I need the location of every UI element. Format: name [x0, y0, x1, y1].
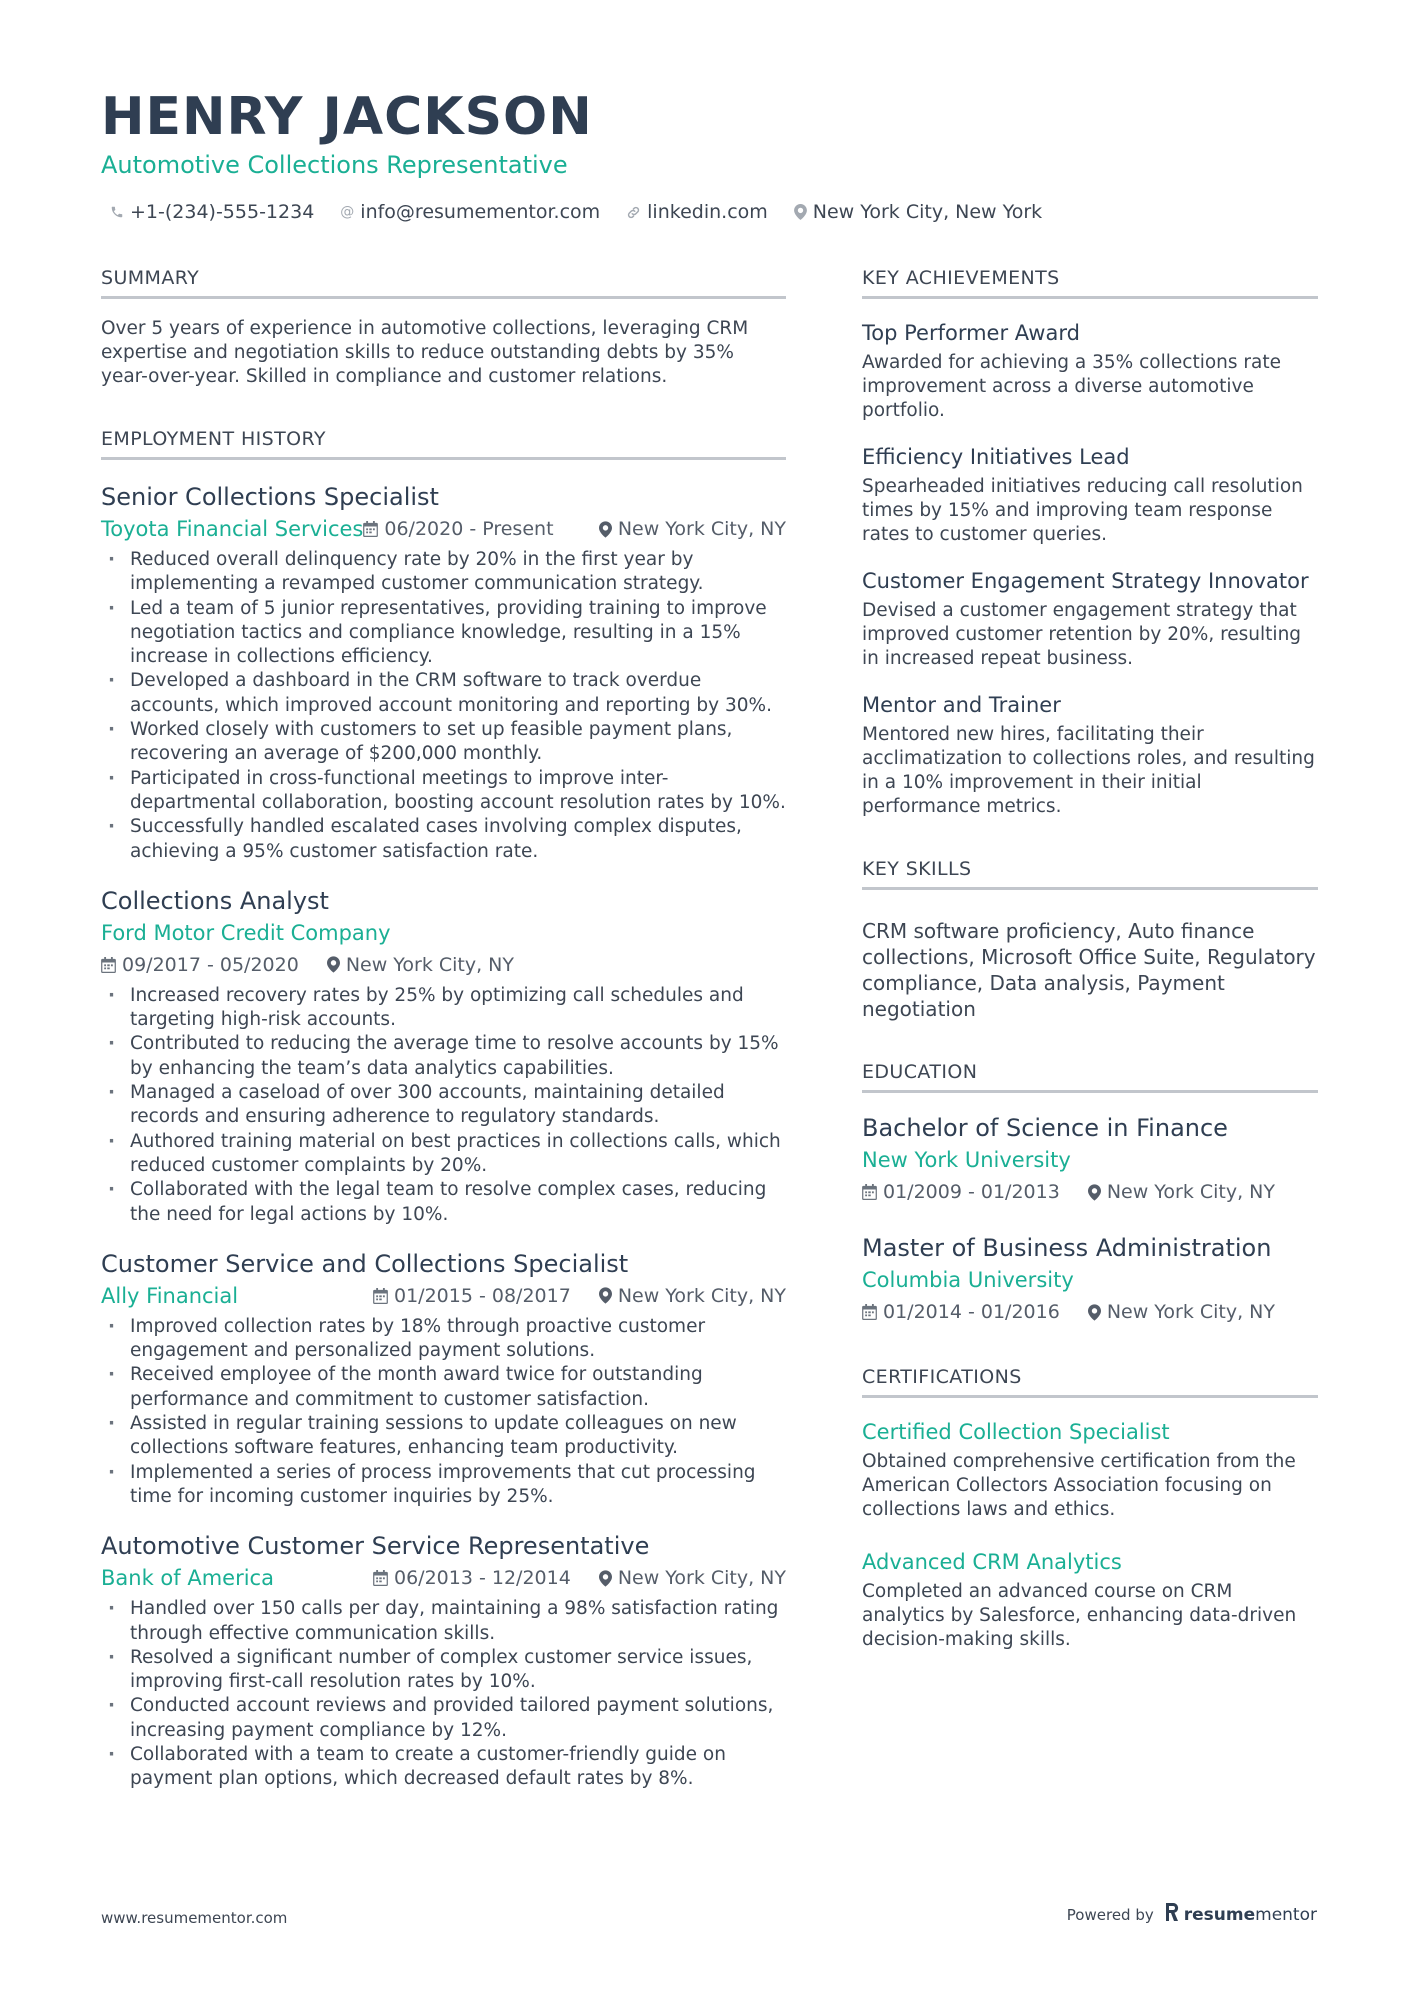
achievement-item [862, 567, 1318, 671]
contact-linkedin [626, 201, 768, 223]
education-location-text: New York City, NY [1106, 1181, 1275, 1203]
job-location [327, 950, 514, 980]
achievement-title: Top Performer Award [862, 321, 1080, 345]
resumementor-logo-icon [1164, 1903, 1180, 1926]
job-bullet: · Implemented a series of process improvements that cut processing time for incoming customer inquiries by 25%. [101, 1461, 786, 1510]
job-bullet: · Participated in cross-functional meetings to improve inter-departmental collaboration, boosting account resolution rates by 10%. [101, 767, 786, 816]
job-bullet: · Assisted in regular training sessions to update colleagues on new collections software features, enhancing team productivity. [101, 1412, 786, 1461]
achievement-title: Mentor and Trainer [862, 693, 1061, 717]
education-location [1088, 1297, 1275, 1327]
footer-powered [1067, 1903, 1317, 1926]
job-bullet: · Increased recovery rates by 25% by optimizing call schedules and targeting high-risk accounts. [101, 984, 786, 1033]
job-title: Automotive Customer Service Representative [101, 1532, 650, 1561]
job-entry [101, 1531, 786, 1791]
education-dates-text: 01/2009 - 01/2013 [883, 1181, 1060, 1203]
powered-by-label: Powered by [1066, 1905, 1154, 1924]
calendar-icon [363, 521, 378, 537]
job-location [599, 1281, 786, 1311]
education-school: Columbia University [862, 1268, 1074, 1292]
achievements-heading: KEY ACHIEVEMENTS [862, 266, 1318, 299]
education-location-text: New York City, NY [1106, 1301, 1275, 1323]
calendar-icon [101, 957, 116, 973]
education-section [862, 1060, 1318, 1327]
job-bullets [101, 1597, 786, 1791]
job-bullet: · Resolved a significant number of complex customer service issues, improving first-call resolution rates by 10%. [101, 1646, 786, 1695]
achievement-item [862, 443, 1318, 547]
link-icon [626, 205, 641, 220]
calendar-icon [373, 1570, 388, 1586]
job-entry [101, 886, 786, 1227]
job-bullet: · Worked closely with customers to set up feasible payment plans, recovering an average of $200,000 monthly. [101, 718, 786, 767]
phone-icon [110, 205, 124, 219]
job-location-text: New York City, NY [617, 518, 786, 540]
job-dates [101, 950, 299, 980]
job-bullet: · Improved collection rates by 18% through proactive customer engagement and personalized payment solutions. [101, 1315, 786, 1364]
job-bullet: · Conducted account reviews and provided tailored payment solutions, increasing payment compliance by 12%. [101, 1694, 786, 1743]
job-meta [101, 1281, 786, 1311]
certifications-section [862, 1365, 1318, 1652]
job-entry [101, 1249, 786, 1509]
job-bullet: · Authored training material on best practices in collections calls, which reduced customer complaints by 20%. [101, 1130, 786, 1179]
location-pin-icon [1088, 1184, 1101, 1201]
achievement-desc: Mentored new hires, facilitating their acclimatization to collections roles, and resulting in a 10% improvement in their initial performance metrics. [862, 724, 1315, 817]
job-dates-text: 06/2013 - 12/2014 [394, 1567, 571, 1590]
location-pin-icon [1088, 1304, 1101, 1321]
certification-item [862, 1548, 1318, 1652]
education-location [1088, 1177, 1275, 1207]
candidate-headline: Automotive Collections Representative [101, 151, 568, 179]
education-meta [862, 1297, 1318, 1327]
resumementor-logo[interactable] [1164, 1903, 1317, 1926]
job-bullets [101, 1315, 786, 1509]
contact-bar [110, 198, 1042, 226]
calendar-icon [862, 1304, 877, 1320]
job-bullet: · Managed a caseload of over 300 accounts, maintaining detailed records and ensuring adherence to regulatory standards. [101, 1081, 786, 1130]
job-company: Toyota Financial Services [101, 517, 364, 541]
education-item [862, 1113, 1318, 1207]
skills-section [862, 857, 1318, 1022]
calendar-icon [862, 1184, 877, 1200]
achievement-desc: Spearheaded initiatives reducing call resolution times by 15% and improving team response rates to customer queries. [862, 476, 1303, 545]
summary-heading: SUMMARY [101, 266, 786, 299]
calendar-icon [373, 1288, 388, 1304]
certification-title: Certified Collection Specialist [862, 1420, 1170, 1444]
location-pin-icon [794, 204, 807, 220]
job-bullet: · Developed a dashboard in the CRM software to track overdue accounts, which improved account monitoring and reporting by 30%. [101, 669, 786, 718]
job-title: Senior Collections Specialist [101, 483, 439, 511]
job-dates-text: 01/2015 - 08/2017 [394, 1284, 571, 1307]
job-bullet: · Received employee of the month award twice for outstanding performance and commitment to customer satisfaction. [101, 1363, 786, 1412]
achievements-section [862, 266, 1318, 819]
skills-heading: KEY SKILLS [862, 857, 1318, 890]
footer-url[interactable]: www.resumementor.com [101, 1909, 288, 1927]
job-bullet: · Successfully handled escalated cases involving complex disputes, achieving a 95% customer satisfaction rate. [101, 815, 786, 864]
location-pin-icon [327, 956, 340, 973]
education-degree: Bachelor of Science in Finance [862, 1114, 1228, 1142]
education-heading: EDUCATION [862, 1060, 1318, 1093]
job-location [599, 514, 786, 544]
job-location-text: New York City, NY [617, 1284, 786, 1307]
job-meta [101, 514, 786, 544]
job-bullets [101, 984, 786, 1227]
employment-section [101, 427, 786, 1792]
certifications-heading: CERTIFICATIONS [862, 1365, 1318, 1398]
job-location [599, 1563, 786, 1593]
job-company: Bank of America [101, 1566, 274, 1591]
certification-title: Advanced CRM Analytics [862, 1550, 1122, 1574]
job-bullet: · Handled over 150 calls per day, maintaining a 98% satisfaction rating through effective communication skills. [101, 1597, 786, 1646]
certification-item [862, 1418, 1318, 1522]
location-pin-icon [599, 1570, 612, 1587]
job-company: Ford Motor Credit Company [101, 920, 391, 945]
summary-text: Over 5 years of experience in automotive collections, leveraging CRM expertise and negotiation skills to reduce outstanding debts by 35% year-over-year. Skilled in compliance and customer relations. [101, 318, 749, 387]
location-pin-icon [599, 521, 612, 538]
job-bullet: · Contributed to reducing the average time to resolve accounts by 15% by enhancing the team’s data analytics capabilities. [101, 1032, 786, 1081]
job-entry [101, 482, 786, 864]
achievement-item [862, 691, 1318, 819]
job-meta [101, 1563, 786, 1593]
achievement-desc: Devised a customer engagement strategy that improved customer retention by 20%, resulting in increased repeat business. [862, 600, 1302, 669]
skills-text: CRM software proficiency, Auto finance collections, Microsoft Office Suite, Regulatory compliance, Data analysis, Payment negotiation [862, 919, 1316, 1021]
education-school: New York University [862, 1148, 1071, 1172]
job-dates-text: 06/2020 - Present [384, 518, 554, 540]
summary-section [101, 266, 786, 389]
job-meta [101, 950, 786, 980]
contact-email [340, 201, 600, 223]
job-dates [373, 1563, 571, 1593]
linkedin-text[interactable]: linkedin.com [647, 201, 768, 223]
achievement-title: Customer Engagement Strategy Innovator [862, 569, 1309, 593]
certification-desc: Completed an advanced course on CRM analytics by Salesforce, enhancing data-driven decision-making skills. [862, 1581, 1297, 1650]
education-dates [862, 1297, 1060, 1327]
job-company: Ally Financial [101, 1283, 239, 1308]
email-text[interactable]: info@resumementor.com [360, 201, 601, 223]
education-item [862, 1233, 1318, 1327]
job-dates-text: 09/2017 - 05/2020 [122, 953, 299, 976]
phone-text[interactable]: +1-(234)-555-1234 [130, 201, 315, 223]
logo-text-resume: resume [1183, 1904, 1256, 1925]
location-text: New York City, New York [812, 201, 1043, 223]
employment-heading: EMPLOYMENT HISTORY [101, 427, 786, 460]
left-column [101, 266, 786, 1830]
contact-location [794, 201, 1042, 223]
job-bullet: · Reduced overall delinquency rate by 20% in the first year by implementing a revamped customer communication strategy. [101, 548, 786, 597]
at-icon: @ [340, 204, 355, 220]
right-column [862, 266, 1318, 1690]
education-degree: Master of Business Administration [862, 1234, 1272, 1262]
location-pin-icon [599, 1287, 612, 1304]
job-location-text: New York City, NY [617, 1567, 786, 1590]
achievement-title: Efficiency Initiatives Lead [862, 445, 1130, 469]
job-title: Collections Analyst [101, 886, 329, 915]
job-bullet: · Led a team of 5 junior representatives, providing training to improve negotiation tactics and compliance knowledge, resulting in a 15% increase in collections efficiency. [101, 597, 786, 670]
job-dates [373, 1281, 571, 1311]
education-dates-text: 01/2014 - 01/2016 [883, 1301, 1060, 1323]
certification-desc: Obtained comprehensive certification from the American Collectors Association focusing on collections laws and ethics. [862, 1451, 1296, 1520]
achievement-desc: Awarded for achieving a 35% collections rate improvement across a diverse automotive portfolio. [862, 352, 1281, 421]
job-bullet: · Collaborated with the legal team to resolve complex cases, reducing the need for legal actions by 10%. [101, 1178, 786, 1227]
job-dates [363, 514, 553, 544]
education-dates [862, 1177, 1060, 1207]
education-meta [862, 1177, 1318, 1207]
achievement-item [862, 319, 1318, 423]
job-title: Customer Service and Collections Specialist [101, 1249, 629, 1278]
job-bullets [101, 548, 786, 864]
candidate-name: HENRY JACKSON [101, 87, 593, 147]
contact-phone [110, 201, 314, 223]
job-bullet: · Collaborated with a team to create a customer-friendly guide on payment plan options, which decreased default rates by 8%. [101, 1743, 786, 1792]
logo-text-mentor: mentor [1255, 1904, 1317, 1925]
job-location-text: New York City, NY [345, 953, 514, 976]
